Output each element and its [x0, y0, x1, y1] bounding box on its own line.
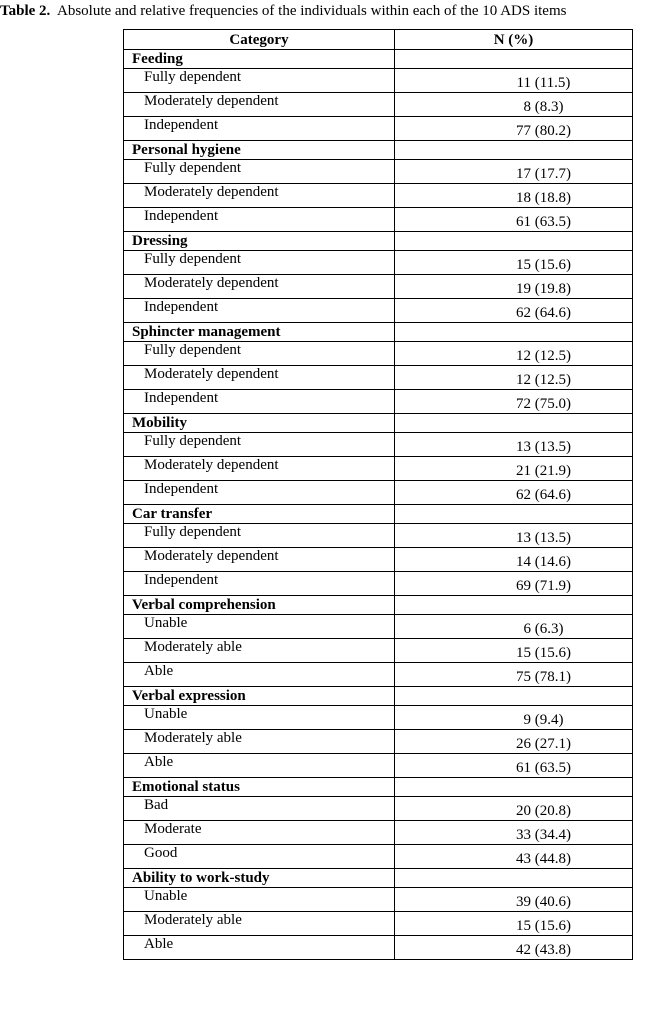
- table-row: [124, 912, 633, 936]
- group-value-empty: [395, 323, 633, 342]
- table-row: [124, 93, 633, 117]
- row-value: 19 (19.8): [395, 275, 633, 299]
- row-label: Able: [124, 663, 395, 687]
- row-value: 18 (18.8): [395, 184, 633, 208]
- group-row: [124, 323, 633, 342]
- group-value-empty: [395, 50, 633, 69]
- group-value-empty: [395, 141, 633, 160]
- group-value-empty: [395, 778, 633, 797]
- row-label: Fully dependent: [124, 251, 395, 275]
- table-row: [124, 433, 633, 457]
- row-label: Independent: [124, 208, 395, 232]
- table-row: [124, 706, 633, 730]
- row-value: 9 (9.4): [395, 706, 633, 730]
- table-row: [124, 160, 633, 184]
- table-body: [124, 50, 633, 960]
- row-value: 20 (20.8): [395, 797, 633, 821]
- group-row: [124, 232, 633, 251]
- table-row: [124, 299, 633, 323]
- row-label: Moderately able: [124, 730, 395, 754]
- row-label: Able: [124, 754, 395, 778]
- row-value: 62 (64.6): [395, 299, 633, 323]
- row-label: Independent: [124, 572, 395, 596]
- row-label: Independent: [124, 481, 395, 505]
- group-row: [124, 50, 633, 69]
- row-value: 72 (75.0): [395, 390, 633, 414]
- table-row: [124, 251, 633, 275]
- group-row: [124, 778, 633, 797]
- group-name: Car transfer: [124, 505, 395, 524]
- row-label: Moderate: [124, 821, 395, 845]
- table-caption-text: Absolute and relative frequencies of the individuals within each of the 10 ADS items: [56, 3, 567, 19]
- table-row: [124, 69, 633, 93]
- table-row: [124, 821, 633, 845]
- table-row: [124, 208, 633, 232]
- row-value: 12 (12.5): [395, 342, 633, 366]
- row-label: Fully dependent: [124, 524, 395, 548]
- row-value: 12 (12.5): [395, 366, 633, 390]
- row-label: Fully dependent: [124, 433, 395, 457]
- row-value: 26 (27.1): [395, 730, 633, 754]
- row-value: 17 (17.7): [395, 160, 633, 184]
- group-name: Emotional status: [124, 778, 395, 797]
- table-row: [124, 615, 633, 639]
- group-name: Sphincter management: [124, 323, 395, 342]
- group-name: Ability to work-study: [124, 869, 395, 888]
- row-label: Good: [124, 845, 395, 869]
- row-value: 77 (80.2): [395, 117, 633, 141]
- row-value: 43 (44.8): [395, 845, 633, 869]
- row-value: 61 (63.5): [395, 208, 633, 232]
- row-label: Fully dependent: [124, 69, 395, 93]
- row-label: Unable: [124, 615, 395, 639]
- column-header-category: Category: [124, 30, 395, 50]
- row-value: 42 (43.8): [395, 936, 633, 960]
- row-value: 62 (64.6): [395, 481, 633, 505]
- group-value-empty: [395, 505, 633, 524]
- row-label: Moderately dependent: [124, 366, 395, 390]
- row-label: Independent: [124, 390, 395, 414]
- row-value: 69 (71.9): [395, 572, 633, 596]
- group-row: [124, 414, 633, 433]
- group-row: [124, 141, 633, 160]
- table-row: [124, 754, 633, 778]
- group-row: [124, 869, 633, 888]
- group-value-empty: [395, 596, 633, 615]
- group-row: [124, 505, 633, 524]
- table-row: [124, 548, 633, 572]
- column-header-n-percent: N (%): [395, 30, 633, 50]
- group-value-empty: [395, 687, 633, 706]
- table-row: [124, 342, 633, 366]
- row-label: Fully dependent: [124, 342, 395, 366]
- row-label: Able: [124, 936, 395, 960]
- group-value-empty: [395, 414, 633, 433]
- table-row: [124, 390, 633, 414]
- group-row: [124, 596, 633, 615]
- table-row: [124, 663, 633, 687]
- table-row: [124, 572, 633, 596]
- table-caption: [0, 2, 659, 20]
- table-header-row: [124, 30, 633, 50]
- group-name: Mobility: [124, 414, 395, 433]
- table-row: [124, 845, 633, 869]
- group-name: Verbal expression: [124, 687, 395, 706]
- row-label: Moderately dependent: [124, 548, 395, 572]
- frequency-table: [123, 29, 633, 960]
- row-label: Independent: [124, 117, 395, 141]
- table-caption-label: Table 2.: [0, 3, 51, 19]
- row-label: Moderately able: [124, 912, 395, 936]
- row-label: Moderately dependent: [124, 184, 395, 208]
- row-value: 11 (11.5): [395, 69, 633, 93]
- table-row: [124, 797, 633, 821]
- row-value: 8 (8.3): [395, 93, 633, 117]
- group-name: Personal hygiene: [124, 141, 395, 160]
- row-label: Bad: [124, 797, 395, 821]
- row-value: 39 (40.6): [395, 888, 633, 912]
- row-value: 15 (15.6): [395, 251, 633, 275]
- group-row: [124, 687, 633, 706]
- table-row: [124, 457, 633, 481]
- row-label: Moderately dependent: [124, 93, 395, 117]
- row-value: 61 (63.5): [395, 754, 633, 778]
- table-row: [124, 524, 633, 548]
- row-value: 33 (34.4): [395, 821, 633, 845]
- row-label: Moderately dependent: [124, 457, 395, 481]
- table-row: [124, 275, 633, 299]
- table-row: [124, 366, 633, 390]
- row-value: 13 (13.5): [395, 524, 633, 548]
- table-row: [124, 936, 633, 960]
- row-label: Unable: [124, 706, 395, 730]
- row-label: Independent: [124, 299, 395, 323]
- row-label: Unable: [124, 888, 395, 912]
- group-name: Dressing: [124, 232, 395, 251]
- row-value: 15 (15.6): [395, 639, 633, 663]
- group-name: Feeding: [124, 50, 395, 69]
- row-label: Fully dependent: [124, 160, 395, 184]
- table-row: [124, 888, 633, 912]
- table-row: [124, 639, 633, 663]
- group-value-empty: [395, 232, 633, 251]
- group-value-empty: [395, 869, 633, 888]
- row-value: 14 (14.6): [395, 548, 633, 572]
- table-row: [124, 184, 633, 208]
- table-row: [124, 481, 633, 505]
- row-value: 75 (78.1): [395, 663, 633, 687]
- row-value: 15 (15.6): [395, 912, 633, 936]
- row-value: 21 (21.9): [395, 457, 633, 481]
- row-label: Moderately able: [124, 639, 395, 663]
- table-row: [124, 730, 633, 754]
- group-name: Verbal comprehension: [124, 596, 395, 615]
- row-value: 13 (13.5): [395, 433, 633, 457]
- table-row: [124, 117, 633, 141]
- row-label: Moderately dependent: [124, 275, 395, 299]
- row-value: 6 (6.3): [395, 615, 633, 639]
